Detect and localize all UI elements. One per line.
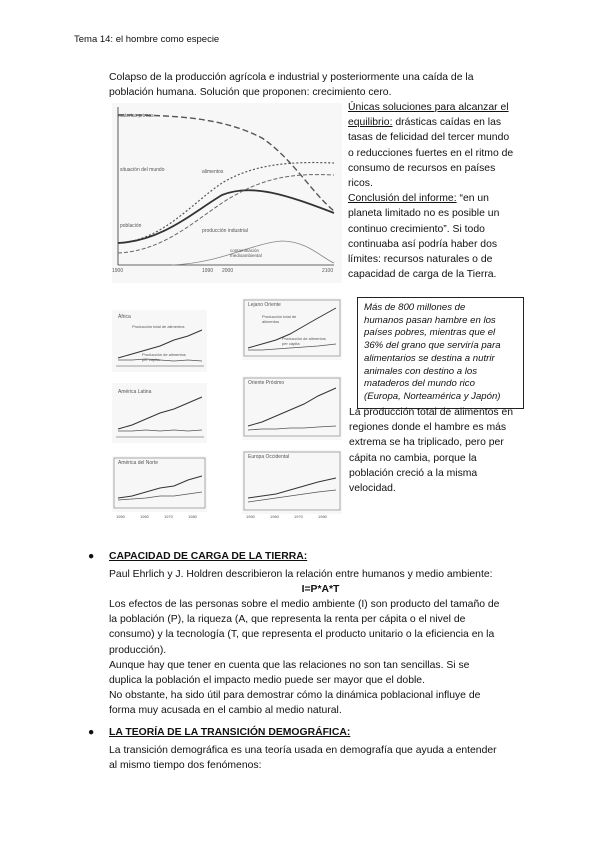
side-line-9: continuo crecimiento”. Si todo bbox=[348, 223, 485, 235]
xtick-2000: 2000 bbox=[222, 268, 234, 274]
xtick: 1950 bbox=[116, 514, 125, 519]
box-line: alimentarios se destina a nutrir bbox=[364, 352, 495, 364]
s1-line: Los efectos de las personas sobre el medio ambiente (I) son producto del tamaño de bbox=[109, 599, 500, 610]
xtick: 1980 bbox=[188, 514, 197, 519]
chart-title: Oriente Próximo bbox=[248, 380, 285, 386]
xtick: 1960 bbox=[140, 514, 149, 519]
label-industrial-production: producción industrial bbox=[202, 228, 248, 234]
chart-title: América del Norte bbox=[118, 460, 159, 466]
chart-title: Europa Occidental bbox=[248, 454, 290, 460]
xtick-1990: 1990 bbox=[202, 268, 214, 274]
food-line: regiones donde el hambre es más bbox=[349, 422, 507, 434]
box-line: 36% del grano que serviría para bbox=[364, 340, 501, 352]
side-line-11: límites: recursos naturales o de bbox=[348, 254, 493, 266]
section1-intro: Paul Ehrlich y J. Holdren describieron la relación entre humanos y medio ambiente: bbox=[109, 569, 493, 580]
chart-north-america bbox=[112, 456, 207, 512]
chart-sub2: Producción de alimentos per cápita bbox=[282, 336, 326, 346]
s1-line: la población (P), la riqueza (A, que representa la renta per cápita o el nivel de bbox=[109, 614, 466, 626]
total-food-line bbox=[118, 476, 202, 498]
side-equilibrium: equilibrio: bbox=[348, 117, 393, 129]
label-population: población bbox=[120, 223, 142, 229]
section-demographic-transition-title: LA TEORÍA DE LA TRANSICIÓN DEMOGRÁFICA: bbox=[109, 727, 351, 738]
label-pollution: contaminación medioambiental bbox=[230, 248, 262, 258]
box-line: (Europa, Norteamérica y Japón) bbox=[364, 390, 501, 402]
side-line-2 bbox=[348, 115, 538, 130]
box-line: mataderos del mundo rico bbox=[364, 378, 475, 390]
chart-title: Lejano Oriente bbox=[248, 302, 281, 308]
page-header: Tema 14: el hombre como especie bbox=[74, 34, 220, 45]
side-line-4: o reducciones fuertes en el ritmo de bbox=[348, 147, 514, 159]
xtick-1900: 1900 bbox=[112, 268, 124, 274]
section1-body bbox=[109, 597, 539, 719]
side-line-7 bbox=[348, 191, 538, 206]
side-line-10: continuaba así podría haber dos bbox=[348, 238, 498, 250]
frame bbox=[244, 452, 340, 510]
chart-sub2: Producción de alimentos per cápita bbox=[142, 352, 186, 362]
bullet-icon: ● bbox=[88, 727, 95, 738]
food-line: La producción total de alimentos en bbox=[349, 407, 514, 418]
side-conclusion-label: Conclusión del informe: bbox=[348, 193, 457, 205]
total-food-line bbox=[248, 478, 336, 498]
bullet-icon: ● bbox=[88, 551, 95, 562]
limits-chart bbox=[112, 103, 342, 283]
side-line-1: Únicas soluciones para alcanzar el bbox=[348, 102, 509, 113]
side-text bbox=[348, 100, 538, 282]
label-raw-materials: materias primas bbox=[118, 113, 154, 119]
intro-line-1: Colapso de la producción agrícola e industrial y posteriormente una caída de la bbox=[109, 72, 474, 83]
xtick: 1970 bbox=[294, 514, 303, 519]
s1-line: producción). bbox=[109, 644, 167, 656]
side-line-3: tasas de felicidad del tercer mundo bbox=[348, 132, 510, 144]
label-world-situation: situación del mundo bbox=[120, 167, 165, 173]
chart-title: América Latina bbox=[118, 389, 152, 395]
box-line: animales con destino a los bbox=[364, 365, 478, 377]
food-line: velocidad. bbox=[349, 483, 396, 495]
section2-body bbox=[109, 743, 539, 773]
chart-latin-america bbox=[112, 383, 207, 443]
s1-line: duplica la población el impacto medio puede ser mayor que el doble. bbox=[109, 675, 425, 687]
section-carrying-capacity-title: CAPACIDAD DE CARGA DE LA TIERRA: bbox=[109, 551, 308, 562]
side-line-6: ricos. bbox=[348, 178, 373, 190]
food-line: cápita no cambia, porque la bbox=[349, 452, 477, 464]
frame bbox=[244, 378, 340, 436]
label-food: alimentos bbox=[202, 169, 224, 175]
hunger-box bbox=[357, 297, 524, 409]
formula: I=P*A*T bbox=[301, 584, 340, 595]
s2-line: La transición demográfica es una teoría usada en demografía que ayuda a entender bbox=[109, 745, 497, 756]
s2-line: al mismo tiempo dos fenómenos: bbox=[109, 760, 262, 772]
industrial-production-curve bbox=[118, 175, 334, 253]
xtick: 1960 bbox=[270, 514, 279, 519]
xtick-2100: 2100 bbox=[322, 268, 334, 274]
xtick: 1970 bbox=[164, 514, 173, 519]
xtick: 1980 bbox=[318, 514, 327, 519]
chart-sub1: Producción total de alimentos bbox=[262, 314, 297, 324]
s1-line: forma muy acusada en el cambio al medio natural. bbox=[109, 705, 342, 717]
s1-line: consumo) y la tecnología (T, que representa el producto unitario o la eficiencia en la bbox=[109, 629, 495, 641]
s1-line: Aunque hay que tener en cuenta que las relaciones no son tan sencillas. Si se bbox=[109, 659, 470, 671]
chart-title: África bbox=[118, 314, 131, 320]
box-line: países pobres, mientras que el bbox=[364, 327, 496, 339]
side-line-2-rest: drásticas caídas en las bbox=[392, 117, 502, 129]
food-line: población creció a la misma bbox=[349, 467, 478, 479]
total-food-line bbox=[118, 397, 202, 429]
side-line-5: consumo de recursos en países bbox=[348, 162, 496, 174]
chart-near-east bbox=[242, 376, 342, 440]
intro-line-2: población humana. Solución que proponen: crecimiento cero. bbox=[109, 87, 392, 98]
box-line: Más de 800 millones de bbox=[364, 302, 466, 313]
per-capita-line bbox=[118, 430, 202, 431]
chart-africa bbox=[112, 310, 207, 372]
total-food-line bbox=[248, 388, 336, 426]
chart-sub1: Producción total de alimentos bbox=[132, 324, 185, 329]
chart-far-east bbox=[242, 298, 342, 360]
s1-line: No obstante, ha sido útil para demostrar cómo la dinámica poblacional influye de bbox=[109, 690, 481, 702]
xtick: 1950 bbox=[246, 514, 255, 519]
side-line-8: planeta limitado no es posible un bbox=[348, 208, 500, 220]
box-line: humanos pasan hambre en los bbox=[364, 314, 496, 326]
limits-chart-svg bbox=[112, 103, 342, 283]
chart-western-europe bbox=[242, 450, 342, 514]
food-text bbox=[349, 405, 539, 496]
food-production-charts bbox=[112, 298, 350, 523]
per-capita-line bbox=[248, 426, 336, 430]
side-conclusion-rest: “en un bbox=[456, 193, 489, 205]
food-line: extrema se ha triplicado, pero per bbox=[349, 437, 504, 449]
side-line-12: capacidad de carga de la Tierra. bbox=[348, 269, 497, 281]
